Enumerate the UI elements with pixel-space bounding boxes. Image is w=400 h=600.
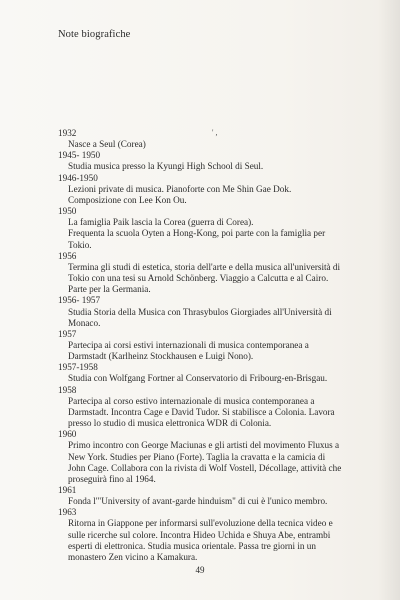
- entry-text-line: Lezioni private di musica. Pianoforte con Me Shin Gae Dok.: [68, 183, 292, 194]
- page-edge-shadow: [378, 0, 400, 600]
- entry-text-line: Parte per la Germania.: [68, 284, 151, 295]
- entry-text-line: proseguirà fino al 1964.: [68, 473, 156, 484]
- entry-text-line: John Cage. Collabora con la rivista di Wolf Vostell, Décollage, attività che: [68, 462, 342, 473]
- entry-text-line: sulle ricerche sul colore. Incontra Hideo Uchida e Shuya Abe, entrambi: [68, 529, 331, 540]
- entry-year: 1960: [58, 429, 77, 440]
- entry-text-line: Studia musica presso la Kyungi High School di Seul.: [68, 161, 264, 172]
- entry-year: 1957: [58, 328, 77, 339]
- entry-year: 1956: [58, 250, 77, 261]
- entry-year: 1958: [58, 384, 77, 395]
- entry-text-line: Ritorna in Giappone per informarsi sull'evoluzione della tecnica video e: [68, 518, 333, 529]
- entry-text-line: Partecipa ai corsi estivi internazionali di musica contemporanea a: [68, 339, 309, 350]
- entry-text-line: Partecipa al corso estivo internazionale di musica contemporanea a: [68, 395, 315, 406]
- entry-text-line: Studia Storia della Musica con Thrasybulos Giorgiades all'Università di: [68, 306, 332, 317]
- entry-text-line: Monaco.: [68, 317, 101, 328]
- entry-year: 1963: [58, 507, 77, 518]
- entry-year: 1961: [58, 485, 77, 495]
- entry-text-line: presso lo studio di musica elettronica WDR di Colonia.: [68, 418, 272, 429]
- entry-text-line: Frequenta la scuola Oyten a Hong-Kong, poi parte con la famiglia per: [68, 228, 326, 239]
- entry-year: 1957-1958: [58, 362, 98, 373]
- entry-text-line: New York. Studies per Piano (Forte). Taglia la cravatta e la camicia di: [68, 451, 326, 462]
- running-header: Note biografiche: [58, 29, 131, 40]
- entry-year: 1945- 1950: [58, 150, 101, 161]
- biography-entries: [58, 128, 348, 563]
- entry-text-line: Studia con Wolfgang Fortner al Conservatorio di Fribourg-en-Brisgau.: [68, 373, 328, 384]
- entry-text-line: La famiglia Paik lascia la Corea (guerra di Corea).: [68, 217, 254, 228]
- entry-text-line: Nasce a Seul (Corea): [68, 139, 146, 150]
- entry-text-line: esperti di elettronica. Studia musica orientale. Passa tre giorni in un: [68, 540, 316, 551]
- entry-year: 1946-1950: [58, 172, 98, 183]
- entry-year: 1956- 1957: [58, 295, 101, 306]
- entry-text-line: Darmstadt (Karlheinz Stockhausen e Luigi Nono).: [68, 351, 254, 362]
- entry-text-line: Tokio.: [68, 239, 92, 250]
- entry-text-line: Primo incontro con George Maciunas e gli artisti del movimento Fluxus a: [68, 440, 340, 451]
- entry-year: 1932: [58, 128, 77, 138]
- entry-year: 1950: [58, 206, 77, 217]
- entry-text-line: monastero Zen vicino a Kamakura.: [68, 551, 198, 562]
- entry-text-line: Darmstadt. Incontra Cage e David Tudor. Si stabilisce a Colonia. Lavora: [68, 406, 335, 417]
- entry-text-line: Composizione con Lee Kon Ou.: [68, 194, 187, 205]
- entry-text-line: Fonda l'"University of avant-garde hinduism" di cui è l'unico membro.: [68, 496, 328, 507]
- page-number: 49: [195, 565, 205, 575]
- entry-text-line: Termina gli studi di estetica, storia dell'arte e della musica all'università di: [68, 261, 341, 272]
- stray-ink-mark: ' ,: [212, 128, 218, 137]
- entry-text-line: Tokio con una tesi su Arnold Schönberg. Viaggio a Calcutta e al Cairo.: [68, 273, 329, 284]
